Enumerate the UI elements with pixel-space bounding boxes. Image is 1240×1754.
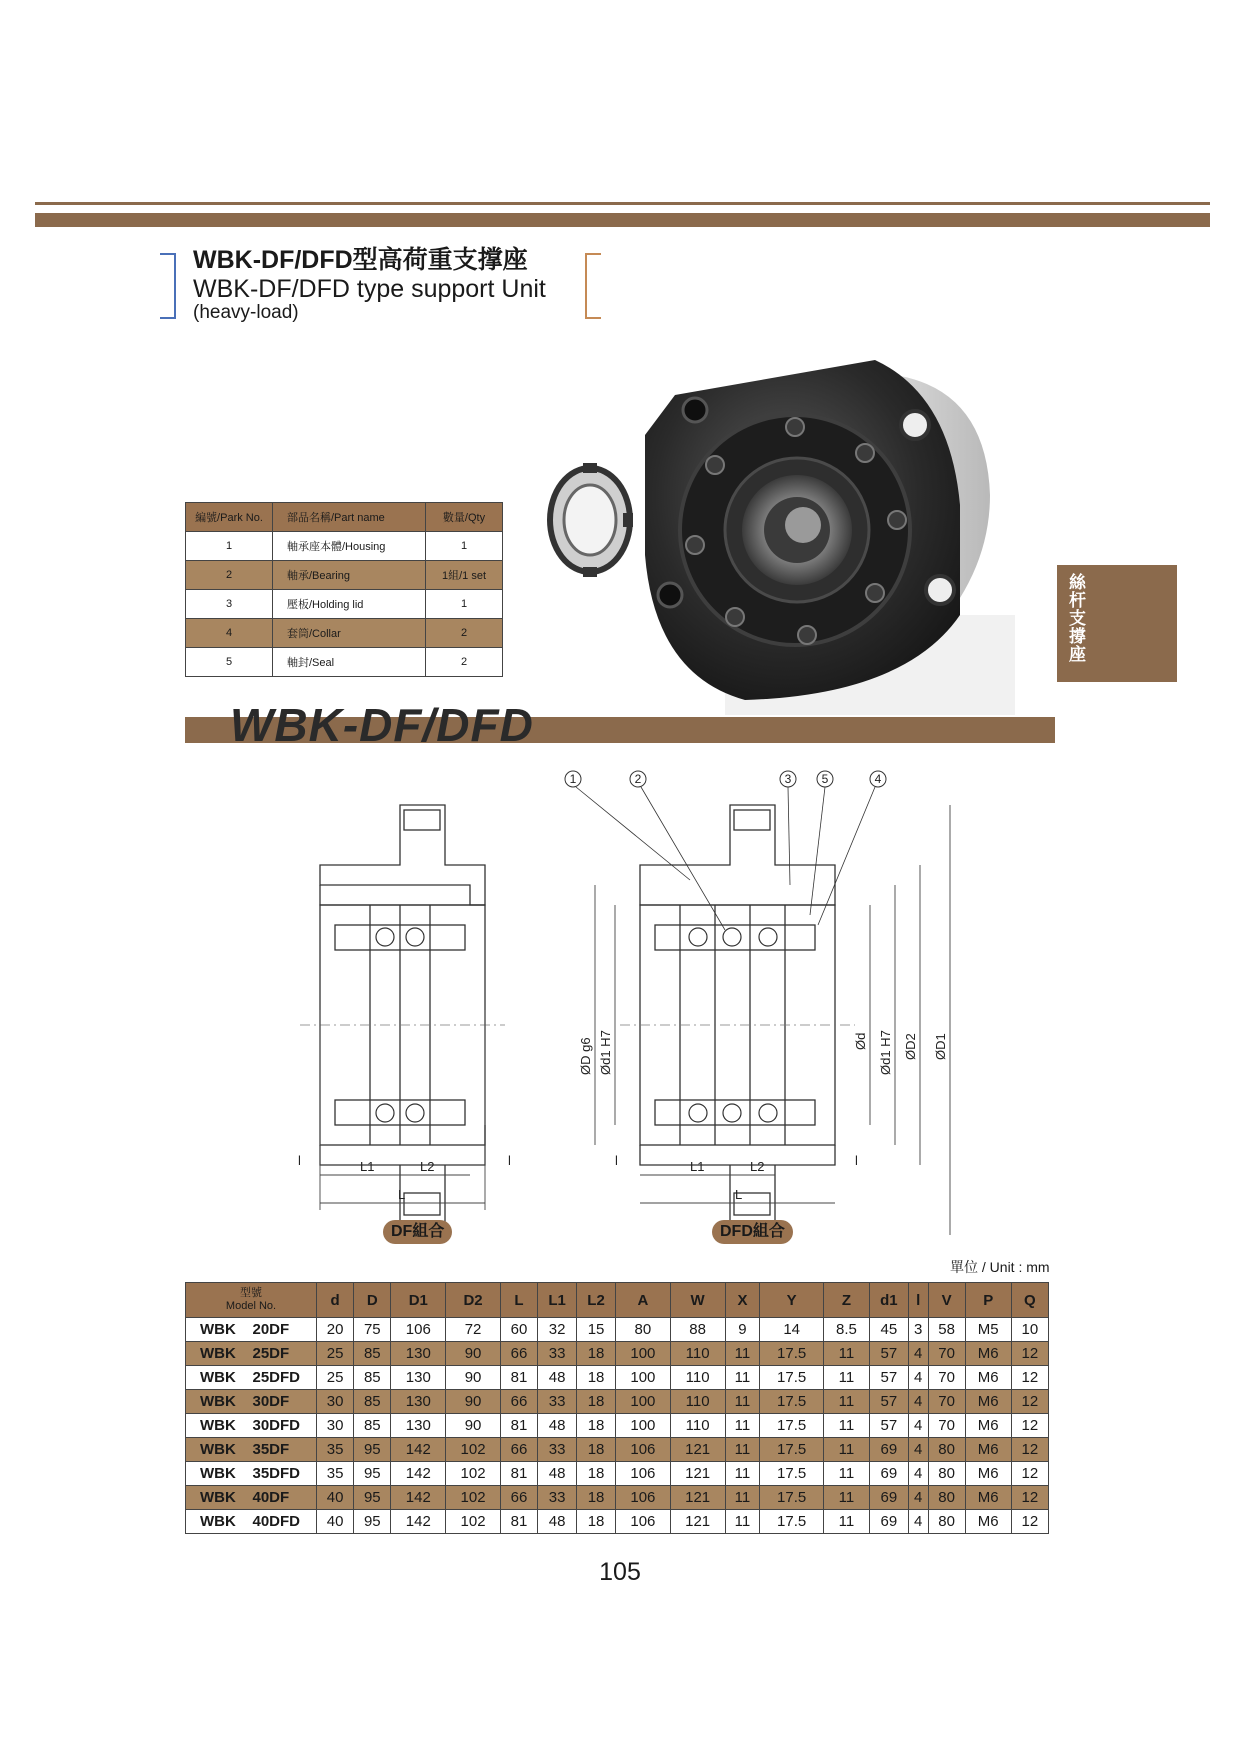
- spec-cell: 90: [446, 1366, 501, 1390]
- df-outline-bottom: [320, 1125, 485, 1235]
- spec-cell: 11: [823, 1414, 869, 1438]
- spec-model-cell: WBK 40DFD: [186, 1510, 317, 1534]
- parts-cell: 套筒/Collar: [273, 619, 426, 648]
- spec-cell: 66: [500, 1486, 537, 1510]
- parts-row: [186, 619, 503, 648]
- spec-cell: 17.5: [760, 1438, 824, 1462]
- spec-cell: 57: [869, 1366, 908, 1390]
- spec-cell: 70: [928, 1390, 965, 1414]
- spec-header-col: Z: [823, 1283, 869, 1318]
- spec-cell: 102: [446, 1462, 501, 1486]
- spec-cell: 110: [670, 1390, 725, 1414]
- spec-cell: 17.5: [760, 1486, 824, 1510]
- spec-cell: 17.5: [760, 1342, 824, 1366]
- spec-cell: 90: [446, 1342, 501, 1366]
- spec-model-cell: WBK 40DF: [186, 1486, 317, 1510]
- spec-cell: 4: [908, 1342, 928, 1366]
- spec-cell: 121: [670, 1510, 725, 1534]
- dim-df-l2: L2: [420, 1159, 435, 1174]
- spec-header-col: L1: [538, 1283, 577, 1318]
- spec-header-model: [186, 1283, 317, 1318]
- spec-cell: 18: [577, 1390, 616, 1414]
- spec-cell: 11: [725, 1390, 760, 1414]
- spec-cell: 33: [538, 1438, 577, 1462]
- dfd-outline-top: [640, 805, 835, 905]
- spec-cell: 66: [500, 1390, 537, 1414]
- spec-model-cell: WBK 25DFD: [186, 1366, 317, 1390]
- spec-cell: M6: [965, 1414, 1011, 1438]
- spec-cell: 12: [1011, 1390, 1048, 1414]
- spec-cell: 11: [725, 1414, 760, 1438]
- spec-cell: M6: [965, 1390, 1011, 1414]
- spec-cell: 48: [538, 1366, 577, 1390]
- spec-cell: 69: [869, 1510, 908, 1534]
- spec-cell: 85: [354, 1390, 391, 1414]
- page-subtitle: (heavy-load): [193, 302, 299, 323]
- spec-header-col: A: [616, 1283, 671, 1318]
- spec-cell: 17.5: [760, 1414, 824, 1438]
- spec-cell: 102: [446, 1438, 501, 1462]
- dim-od-g6: ØD g6: [578, 1037, 593, 1075]
- spec-cell: 11: [725, 1462, 760, 1486]
- spec-header-col: D1: [391, 1283, 446, 1318]
- parts-cell: 5: [186, 648, 273, 677]
- spec-model-cell: WBK 35DFD: [186, 1462, 317, 1486]
- spec-cell: M6: [965, 1510, 1011, 1534]
- spec-table: [185, 1282, 1049, 1534]
- spec-cell: 4: [908, 1486, 928, 1510]
- spec-cell: M6: [965, 1366, 1011, 1390]
- spec-cell: 11: [725, 1342, 760, 1366]
- dim-dfd-small-l-right: l: [855, 1153, 858, 1168]
- parts-header-qty: 數量/Qty: [426, 503, 503, 532]
- spec-cell: 142: [391, 1462, 446, 1486]
- spec-row: [186, 1486, 1049, 1510]
- callout-1: 1: [569, 772, 577, 786]
- spec-header-col: P: [965, 1283, 1011, 1318]
- spec-cell: 17.5: [760, 1510, 824, 1534]
- spec-model-cell: WBK 25DF: [186, 1342, 317, 1366]
- spec-cell: 8.5: [823, 1318, 869, 1342]
- spec-row: [186, 1318, 1049, 1342]
- spec-cell: 102: [446, 1486, 501, 1510]
- spec-cell: 4: [908, 1462, 928, 1486]
- spec-cell: 48: [538, 1510, 577, 1534]
- spec-cell: 88: [670, 1318, 725, 1342]
- spec-cell: 106: [616, 1438, 671, 1462]
- spec-header-col: D: [354, 1283, 391, 1318]
- spec-cell: 106: [616, 1462, 671, 1486]
- spec-cell: 69: [869, 1486, 908, 1510]
- spec-cell: 106: [391, 1318, 446, 1342]
- dim-df-small-l-left: l: [298, 1153, 301, 1168]
- parts-cell: 2: [186, 561, 273, 590]
- spec-cell: 35: [317, 1438, 354, 1462]
- spec-cell: 72: [446, 1318, 501, 1342]
- spec-cell: 90: [446, 1414, 501, 1438]
- spec-header-col: W: [670, 1283, 725, 1318]
- page-title-zh: WBK-DF/DFD型高荷重支撑座: [193, 246, 528, 274]
- spec-cell: 14: [760, 1318, 824, 1342]
- callout-4: 4: [874, 772, 882, 786]
- spec-cell: 11: [823, 1486, 869, 1510]
- spec-cell: 70: [928, 1342, 965, 1366]
- spec-cell: 4: [908, 1390, 928, 1414]
- spec-cell: 11: [725, 1486, 760, 1510]
- spec-cell: 81: [500, 1462, 537, 1486]
- spec-cell: 142: [391, 1510, 446, 1534]
- dim-df-l: L: [398, 1187, 406, 1202]
- spec-cell: 11: [725, 1510, 760, 1534]
- spec-model-cell: WBK 35DF: [186, 1438, 317, 1462]
- spec-cell: 11: [823, 1462, 869, 1486]
- parts-table: [185, 502, 503, 677]
- hole-icon: [658, 583, 682, 607]
- spec-cell: 81: [500, 1414, 537, 1438]
- spec-cell: 57: [869, 1390, 908, 1414]
- spec-cell: 18: [577, 1486, 616, 1510]
- spec-cell: 18: [577, 1462, 616, 1486]
- spec-cell: 106: [616, 1486, 671, 1510]
- spec-cell: 100: [616, 1366, 671, 1390]
- spec-cell: 15: [577, 1318, 616, 1342]
- spec-cell: 12: [1011, 1342, 1048, 1366]
- parts-row: [186, 561, 503, 590]
- spec-cell: 85: [354, 1366, 391, 1390]
- hole-icon: [926, 576, 954, 604]
- spec-cell: 70: [928, 1414, 965, 1438]
- spec-cell: 95: [354, 1510, 391, 1534]
- callout-3: 3: [784, 772, 792, 786]
- spec-cell: 69: [869, 1438, 908, 1462]
- spec-model-cell: WBK 30DFD: [186, 1414, 317, 1438]
- spec-row: [186, 1414, 1049, 1438]
- spec-cell: 25: [317, 1342, 354, 1366]
- spec-cell: 102: [446, 1510, 501, 1534]
- spec-cell: 110: [670, 1342, 725, 1366]
- spec-header-col: d1: [869, 1283, 908, 1318]
- dim-od1-h7-right: Ød1 H7: [878, 1030, 893, 1075]
- spec-cell: 130: [391, 1390, 446, 1414]
- spec-cell: 45: [869, 1318, 908, 1342]
- spec-row: [186, 1462, 1049, 1486]
- spec-cell: 121: [670, 1486, 725, 1510]
- parts-cell: 2: [426, 648, 503, 677]
- parts-cell: 1組/1 set: [426, 561, 503, 590]
- spec-cell: 80: [928, 1462, 965, 1486]
- spec-header-col: l: [908, 1283, 928, 1318]
- dim-dfd-l2: L2: [750, 1159, 765, 1174]
- spec-cell: 4: [908, 1414, 928, 1438]
- spec-cell: 17.5: [760, 1462, 824, 1486]
- spec-cell: 142: [391, 1486, 446, 1510]
- spec-row: [186, 1438, 1049, 1462]
- callout-2: 2: [634, 772, 642, 786]
- spec-cell: 33: [538, 1390, 577, 1414]
- spec-cell: 40: [317, 1486, 354, 1510]
- parts-cell: 軸承/Bearing: [273, 561, 426, 590]
- side-tab-label: 絲杆支撐座: [1066, 573, 1085, 663]
- dim-od2: ØD2: [903, 1033, 918, 1060]
- parts-cell: 壓板/Holding lid: [273, 590, 426, 619]
- dim-od1-h7-left: Ød1 H7: [598, 1030, 613, 1075]
- spec-cell: 60: [500, 1318, 537, 1342]
- spec-cell: 4: [908, 1510, 928, 1534]
- spec-header-col: V: [928, 1283, 965, 1318]
- parts-cell: 軸承座本體/Housing: [273, 532, 426, 561]
- title-bracket-right: [585, 253, 601, 319]
- spec-cell: 110: [670, 1366, 725, 1390]
- title-bracket-left: [160, 253, 176, 319]
- spec-cell: 80: [928, 1510, 965, 1534]
- hole-icon: [901, 411, 929, 439]
- spec-cell: 9: [725, 1318, 760, 1342]
- parts-cell: 1: [426, 532, 503, 561]
- spec-row: [186, 1510, 1049, 1534]
- dim-df-l1: L1: [360, 1159, 375, 1174]
- spec-cell: 4: [908, 1366, 928, 1390]
- spec-cell: 12: [1011, 1462, 1048, 1486]
- dim-dfd-l1: L1: [690, 1159, 705, 1174]
- parts-header-name: 部品名稱/Part name: [273, 503, 426, 532]
- spec-cell: 11: [725, 1438, 760, 1462]
- parts-row: [186, 532, 503, 561]
- spec-cell: 121: [670, 1462, 725, 1486]
- spec-cell: 10: [1011, 1318, 1048, 1342]
- unit-note: 單位 / Unit : mm: [950, 1259, 1050, 1275]
- spec-cell: M6: [965, 1438, 1011, 1462]
- spec-cell: 110: [670, 1414, 725, 1438]
- spec-row: [186, 1342, 1049, 1366]
- spec-cell: 20: [317, 1318, 354, 1342]
- spec-cell: M6: [965, 1342, 1011, 1366]
- technical-drawing: [270, 765, 990, 1235]
- parts-cell: 軸封/Seal: [273, 648, 426, 677]
- hole-icon: [683, 398, 707, 422]
- side-category-tab: [1057, 565, 1177, 682]
- parts-row: [186, 590, 503, 619]
- spec-cell: 130: [391, 1414, 446, 1438]
- spec-header-col: d: [317, 1283, 354, 1318]
- spec-cell: 11: [823, 1366, 869, 1390]
- spec-cell: 121: [670, 1438, 725, 1462]
- page-number: 105: [599, 1558, 641, 1586]
- spec-cell: 130: [391, 1342, 446, 1366]
- spec-cell: 30: [317, 1390, 354, 1414]
- spec-cell: 95: [354, 1438, 391, 1462]
- callout-5: 5: [821, 772, 829, 786]
- spec-cell: 3: [908, 1318, 928, 1342]
- spec-cell: 11: [823, 1510, 869, 1534]
- dim-od1: ØD1: [933, 1033, 948, 1060]
- spec-header-col: Y: [760, 1283, 824, 1318]
- spec-cell: 12: [1011, 1438, 1048, 1462]
- dim-df-small-l-right: l: [508, 1153, 511, 1168]
- spec-cell: M5: [965, 1318, 1011, 1342]
- spec-header-col: L: [500, 1283, 537, 1318]
- spec-cell: 48: [538, 1414, 577, 1438]
- spec-cell: 100: [616, 1342, 671, 1366]
- spec-cell: 100: [616, 1390, 671, 1414]
- spec-cell: 11: [823, 1342, 869, 1366]
- spec-cell: M6: [965, 1486, 1011, 1510]
- spec-cell: 17.5: [760, 1366, 824, 1390]
- spec-model-cell: WBK 20DF: [186, 1318, 317, 1342]
- spec-cell: 130: [391, 1366, 446, 1390]
- spec-cell: 32: [538, 1318, 577, 1342]
- parts-cell: 4: [186, 619, 273, 648]
- spec-row: [186, 1390, 1049, 1414]
- spec-header-row: [186, 1283, 1049, 1318]
- spec-header-col: X: [725, 1283, 760, 1318]
- spec-cell: 17.5: [760, 1390, 824, 1414]
- dim-dfd-l: L: [735, 1187, 743, 1202]
- spec-cell: 80: [928, 1486, 965, 1510]
- spec-cell: 95: [354, 1486, 391, 1510]
- spec-cell: 30: [317, 1414, 354, 1438]
- dim-dfd-small-l-left: l: [615, 1153, 618, 1168]
- spec-cell: 12: [1011, 1486, 1048, 1510]
- parts-header-row: [186, 503, 503, 532]
- spec-cell: 35: [317, 1462, 354, 1486]
- spec-cell: 106: [616, 1510, 671, 1534]
- df-upper-rim: [320, 885, 485, 905]
- spec-cell: 81: [500, 1510, 537, 1534]
- spec-cell: 57: [869, 1342, 908, 1366]
- spec-cell: 33: [538, 1342, 577, 1366]
- spec-cell: 12: [1011, 1366, 1048, 1390]
- spec-cell: 69: [869, 1462, 908, 1486]
- spec-cell: 81: [500, 1366, 537, 1390]
- spec-model-cell: WBK 30DF: [186, 1390, 317, 1414]
- spec-cell: 85: [354, 1414, 391, 1438]
- spec-cell: 11: [823, 1390, 869, 1414]
- spec-cell: 85: [354, 1342, 391, 1366]
- section-banner-title: WBK-DF/DFD: [230, 699, 534, 751]
- parts-cell: 3: [186, 590, 273, 619]
- spec-cell: 80: [928, 1438, 965, 1462]
- parts-cell: 1: [426, 590, 503, 619]
- spec-header-model-en: Model No.: [225, 1300, 277, 1312]
- spec-cell: 33: [538, 1486, 577, 1510]
- spec-row: [186, 1366, 1049, 1390]
- spec-cell: 90: [446, 1390, 501, 1414]
- spec-cell: 18: [577, 1414, 616, 1438]
- spec-cell: 12: [1011, 1510, 1048, 1534]
- spec-cell: 66: [500, 1438, 537, 1462]
- spec-cell: 75: [354, 1318, 391, 1342]
- spec-header-col: D2: [446, 1283, 501, 1318]
- spec-cell: 48: [538, 1462, 577, 1486]
- spec-cell: 18: [577, 1510, 616, 1534]
- spec-cell: 100: [616, 1414, 671, 1438]
- spec-cell: 66: [500, 1342, 537, 1366]
- spec-cell: 18: [577, 1366, 616, 1390]
- spec-cell: 142: [391, 1438, 446, 1462]
- df-assembly-label: DF組合: [383, 1220, 452, 1244]
- spec-cell: 4: [908, 1438, 928, 1462]
- spec-cell: 58: [928, 1318, 965, 1342]
- spec-cell: 95: [354, 1462, 391, 1486]
- spec-header-col: L2: [577, 1283, 616, 1318]
- parts-cell: 2: [426, 619, 503, 648]
- dfd-assembly-label: DFD組合: [712, 1220, 793, 1244]
- product-photo: [545, 355, 1035, 715]
- spec-header-col: Q: [1011, 1283, 1048, 1318]
- spec-cell: M6: [965, 1462, 1011, 1486]
- dim-od: Ød: [853, 1032, 868, 1050]
- spec-cell: 11: [823, 1438, 869, 1462]
- spec-header-model-zh: 型號: [240, 1287, 262, 1299]
- top-rule-thick: [35, 213, 1210, 227]
- spec-cell: 80: [616, 1318, 671, 1342]
- spec-cell: 18: [577, 1438, 616, 1462]
- parts-header-no: 編號/Park No.: [186, 503, 273, 532]
- top-rule-thin: [35, 202, 1210, 205]
- page-title-en: WBK-DF/DFD type support Unit: [193, 275, 546, 303]
- spec-cell: 57: [869, 1414, 908, 1438]
- spec-cell: 12: [1011, 1414, 1048, 1438]
- spec-cell: 11: [725, 1366, 760, 1390]
- df-outline-top: [320, 805, 485, 905]
- parts-cell: 1: [186, 532, 273, 561]
- spec-cell: 25: [317, 1366, 354, 1390]
- spec-cell: 18: [577, 1342, 616, 1366]
- spec-cell: 40: [317, 1510, 354, 1534]
- parts-row: [186, 648, 503, 677]
- spec-cell: 70: [928, 1366, 965, 1390]
